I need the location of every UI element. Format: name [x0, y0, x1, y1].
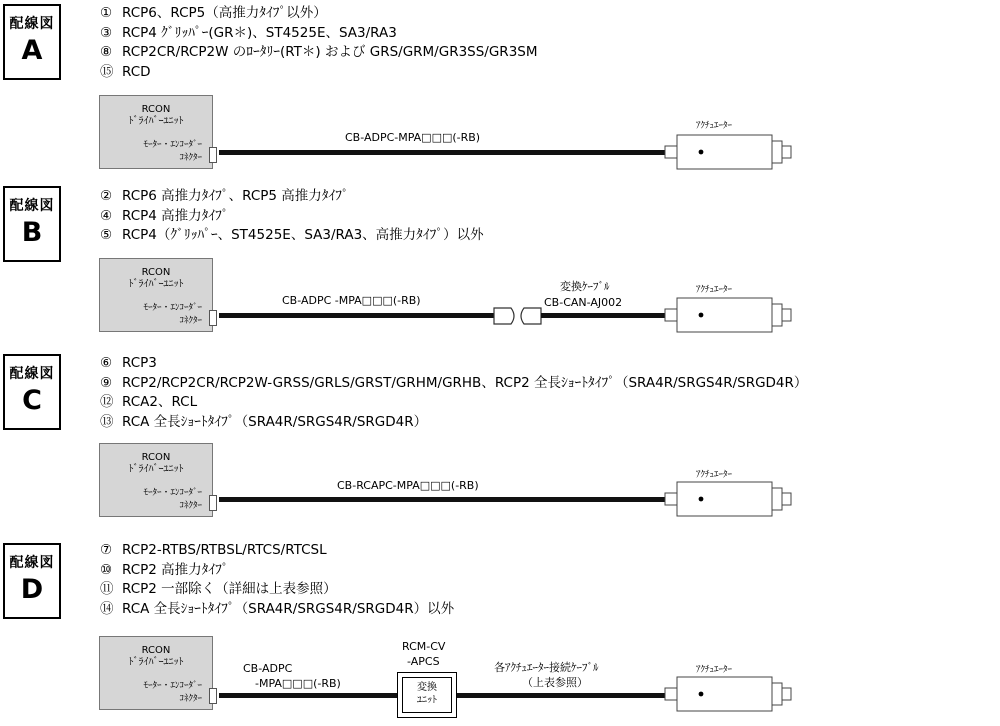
conversion-unit [397, 672, 457, 718]
section-title: 配線図 [9, 555, 55, 571]
item-text: RCP4（ｸﾞﾘｯﾊﾟｰ、ST4525E、SA3/RA3、高推力ﾀｲﾌﾟ）以外 [122, 227, 484, 243]
item-number: ③ [100, 24, 113, 41]
conversion-unit-model-2: -APCS [407, 655, 440, 668]
adapter-connector [493, 306, 543, 326]
cable [219, 693, 397, 698]
rcon-connector-label-2: ｺﾈｸﾀｰ [179, 316, 202, 326]
item-text: RCA 全長ｼｮｰﾄﾀｲﾌﾟ（SRA4R/SRGS4R/SRGD4R） [122, 413, 428, 430]
actuator [665, 298, 790, 332]
list-item [100, 561, 454, 581]
item-number: ⑬ [100, 413, 114, 430]
rcon-connector-label: ﾓｰﾀｰ・ｴﾝｺｰﾀﾞｰ [143, 140, 202, 150]
actuator-cable-label-2: （上表参照） [522, 676, 588, 689]
list-item [100, 207, 484, 227]
actuator [665, 135, 790, 169]
item-number: ⑤ [100, 227, 113, 243]
item-number: ⑩ [100, 561, 113, 578]
cable-label: CB-ADPC [243, 662, 293, 675]
item-number: ⑧ [100, 44, 113, 60]
rcon-connector-plug [209, 147, 217, 163]
section-title: 配線図 [9, 16, 55, 32]
actuator-label: ｱｸﾁｭｴｰﾀｰ [696, 470, 733, 480]
item-number: ⑨ [100, 374, 113, 391]
actuator-cable-label: 各ｱｸﾁｭｴｰﾀｰ接続ｹｰﾌﾞﾙ [494, 661, 599, 674]
cable-label: CB-ADPC -MPA□□□(-RB) [282, 294, 421, 307]
section-b-items [100, 187, 484, 246]
list-item [100, 393, 807, 413]
section-title: 配線図 [9, 366, 55, 382]
item-text: RCP2 一部除く（詳細は上表参照） [122, 581, 337, 597]
rcon-connector-plug [209, 688, 217, 704]
item-number: ⑦ [100, 542, 113, 558]
item-text: RCP6、RCP5（高推力ﾀｲﾌﾟ以外） [122, 5, 327, 21]
section-letter: D [20, 574, 44, 605]
rcon-connector-plug [209, 495, 217, 511]
item-text: RCD [122, 63, 151, 80]
actuator-label: ｱｸﾁｭｴｰﾀｰ [696, 665, 733, 675]
list-item [100, 43, 538, 63]
section-a-label [3, 4, 61, 80]
cable [541, 313, 672, 318]
item-text: RCP2 高推力ﾀｲﾌﾟ [122, 561, 229, 578]
item-text: RCP3 [122, 355, 157, 371]
adapter-cable-model: CB-CAN-AJ002 [544, 296, 623, 309]
list-item [100, 24, 538, 44]
rcon-driver-unit [99, 443, 213, 517]
list-item [100, 374, 807, 394]
section-c-label [3, 354, 61, 430]
item-number: ⑭ [100, 600, 114, 617]
cable-label: CB-ADPC-MPA□□□(-RB) [345, 131, 481, 144]
item-number: ① [100, 5, 113, 21]
item-number: ⑪ [100, 581, 114, 597]
cable-label: CB-RCAPC-MPA□□□(-RB) [337, 479, 479, 492]
list-item [100, 580, 454, 600]
rcon-driver-unit [99, 95, 213, 169]
conversion-unit-label: 変換 [417, 682, 437, 693]
list-item [100, 4, 538, 24]
item-number: ⑫ [100, 394, 114, 410]
conversion-unit-body [402, 677, 452, 713]
section-letter: B [21, 217, 43, 248]
section-a-items [100, 4, 538, 82]
item-text: RCP4 高推力ﾀｲﾌﾟ [122, 207, 229, 224]
rcon-connector-label: ﾓｰﾀｰ・ｴﾝｺｰﾀﾞｰ [143, 681, 202, 691]
section-letter: A [21, 35, 43, 66]
rcon-connector-label-2: ｺﾈｸﾀｰ [179, 501, 202, 511]
section-title: 配線図 [9, 198, 55, 214]
adapter-cable-title: 変換ｹｰﾌﾞﾙ [560, 280, 610, 293]
item-text: RCP2CR/RCP2W のﾛｰﾀﾘｰ(RT＊) および GRS/GRM/GR3SS/GR3SM [122, 44, 538, 60]
list-item [100, 63, 538, 83]
cable-label-2: -MPA□□□(-RB) [255, 677, 341, 690]
rcon-subtitle: ﾄﾞﾗｲﾊﾞｰﾕﾆｯﾄ [128, 116, 184, 127]
actuator [665, 482, 790, 516]
rcon-connector-label-2: ｺﾈｸﾀｰ [179, 694, 202, 704]
conversion-unit-model: RCM-CV [402, 640, 446, 653]
rcon-title: RCON [141, 452, 171, 463]
rcon-connector-plug [209, 310, 217, 326]
actuator-label: ｱｸﾁｭｴｰﾀｰ [696, 121, 733, 131]
list-item [100, 600, 454, 620]
item-number: ② [100, 188, 113, 204]
actuator [665, 677, 790, 711]
conversion-unit-label-2: ﾕﾆｯﾄ [417, 695, 437, 706]
item-text: RCP2-RTBS/RTBSL/RTCS/RTCSL [122, 542, 327, 558]
cable [219, 313, 495, 318]
rcon-connector-label: ﾓｰﾀｰ・ｴﾝｺｰﾀﾞｰ [143, 488, 202, 498]
list-item [100, 541, 454, 561]
cable [457, 693, 672, 698]
rcon-connector-label-2: ｺﾈｸﾀｰ [179, 153, 202, 163]
rcon-title: RCON [141, 104, 171, 115]
section-d-items [100, 541, 454, 619]
list-item [100, 354, 807, 374]
rcon-connector-label: ﾓｰﾀｰ・ｴﾝｺｰﾀﾞｰ [143, 303, 202, 313]
rcon-driver-unit [99, 636, 213, 710]
rcon-title: RCON [141, 267, 171, 278]
cable [219, 497, 670, 502]
item-number: ⑮ [100, 63, 114, 80]
section-b-label [3, 186, 61, 262]
cable [219, 150, 670, 155]
item-text: RCP6 高推力ﾀｲﾌﾟ、RCP5 高推力ﾀｲﾌﾟ [122, 188, 349, 204]
item-text: RCP4 ｸﾞﾘｯﾊﾟｰ(GR＊)、ST4525E、SA3/RA3 [122, 24, 397, 41]
rcon-subtitle: ﾄﾞﾗｲﾊﾞｰﾕﾆｯﾄ [128, 657, 184, 668]
list-item [100, 413, 807, 433]
item-number: ⑥ [100, 355, 113, 371]
item-text: RCA 全長ｼｮｰﾄﾀｲﾌﾟ（SRA4R/SRGS4R/SRGD4R）以外 [122, 600, 455, 617]
item-number: ④ [100, 207, 113, 224]
rcon-subtitle: ﾄﾞﾗｲﾊﾞｰﾕﾆｯﾄ [128, 464, 184, 475]
rcon-subtitle: ﾄﾞﾗｲﾊﾞｰﾕﾆｯﾄ [128, 279, 184, 290]
section-d-label [3, 543, 61, 619]
rcon-title: RCON [141, 645, 171, 656]
section-c-items [100, 354, 807, 432]
list-item [100, 226, 484, 246]
item-text: RCA2、RCL [122, 394, 198, 410]
section-letter: C [22, 385, 42, 416]
list-item [100, 187, 484, 207]
actuator-label: ｱｸﾁｭｴｰﾀｰ [696, 285, 733, 295]
rcon-driver-unit [99, 258, 213, 332]
item-text: RCP2/RCP2CR/RCP2W-GRSS/GRLS/GRST/GRHM/GRHB、RCP2 全長ｼｮｰﾄﾀｲﾌﾟ（SRA4R/SRGS4R/SRGD4R） [122, 374, 808, 391]
